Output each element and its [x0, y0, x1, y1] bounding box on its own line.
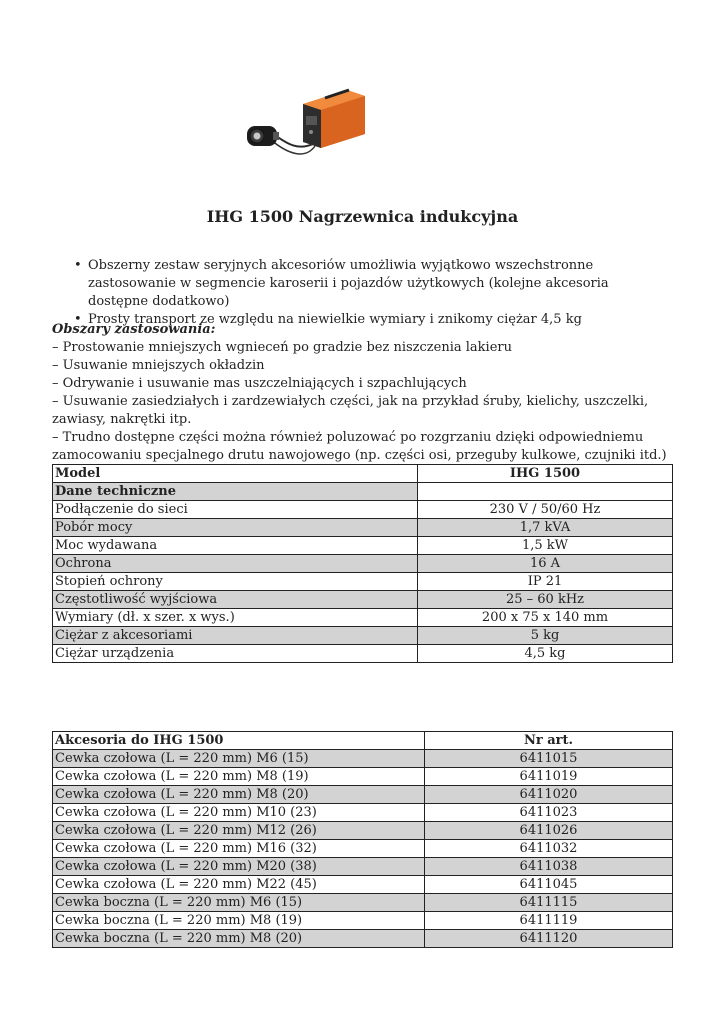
table-cell: 6411026: [425, 822, 673, 840]
table-cell: Cewka czołowa (L = 220 mm) M6 (15): [53, 750, 425, 768]
table-row: [53, 627, 673, 645]
table-cell: 25 – 60 kHz: [418, 591, 673, 609]
table-cell: 5 kg: [418, 627, 673, 645]
usage-section: [52, 321, 672, 465]
usage-heading: Obszary zastosowania:: [52, 322, 216, 337]
table-row: [53, 912, 673, 930]
table-cell: 230 V / 50/60 Hz: [418, 501, 673, 519]
table-row: [53, 609, 673, 627]
table-row: [53, 537, 673, 555]
table-section-cell: Dane techniczne: [53, 483, 418, 501]
table-cell: Podłączenie do sieci: [53, 501, 418, 519]
table-cell: Cewka boczna (L = 220 mm) M8 (19): [53, 912, 425, 930]
table-cell: Cewka czołowa (L = 220 mm) M8 (20): [53, 786, 425, 804]
table-section-row: [53, 483, 673, 501]
table-cell: Cewka boczna (L = 220 mm) M8 (20): [53, 930, 425, 948]
table-cell: 6411023: [425, 804, 673, 822]
usage-item: – Usuwanie mniejszych okładzin: [52, 358, 265, 373]
table-header-cell: Akcesoria do IHG 1500: [53, 732, 425, 750]
table-cell: 6411020: [425, 786, 673, 804]
table-cell: Ochrona: [53, 555, 418, 573]
table-cell: Cewka czołowa (L = 220 mm) M12 (26): [53, 822, 425, 840]
usage-item: – Odrywanie i usuwanie mas uszczelniających i szpachlujących: [52, 376, 467, 391]
table-cell: 4,5 kg: [418, 645, 673, 663]
table-cell: Ciężar urządzenia: [53, 645, 418, 663]
table-cell: Cewka czołowa (L = 220 mm) M16 (32): [53, 840, 425, 858]
usage-item: – Usuwanie zasiedziałych i zardzewiałych części, jak na przykład śruby, kielichy, uszczelki, zawiasy, nakrętki itp.: [52, 394, 649, 427]
page-title: IHG 1500 Nagrzewnica indukcyjna: [206, 207, 519, 226]
table-empty-cell: [418, 483, 673, 501]
table-header-row: [53, 732, 673, 750]
table-row: [53, 858, 673, 876]
table-cell: Ciężar z akcesoriami: [53, 627, 418, 645]
table-row: [53, 822, 673, 840]
table-row: [53, 786, 673, 804]
table-cell: Częstotliwość wyjściowa: [53, 591, 418, 609]
table-cell: Stopień ochrony: [53, 573, 418, 591]
table-header-cell: IHG 1500: [418, 465, 673, 483]
technical-data-table: [52, 464, 673, 663]
table-cell: Cewka boczna (L = 220 mm) M6 (15): [53, 894, 425, 912]
table-row: [53, 501, 673, 519]
usage-item: – Prostowanie mniejszych wgnieceń po gradzie bez niszczenia lakieru: [52, 340, 512, 355]
feature-item: • Obszerny zestaw seryjnych akcesoriów umożliwia wyjątkowo wszechstronne zastosowanie w segmencie karoserii i pojazdów użytkowych (kolejne akcesoria dostępne dodatkowo): [70, 257, 670, 311]
table-row: [53, 591, 673, 609]
table-cell: 6411115: [425, 894, 673, 912]
table-row: [53, 750, 673, 768]
table-cell: Cewka czołowa (L = 220 mm) M8 (19): [53, 768, 425, 786]
table-cell: 200 x 75 x 140 mm: [418, 609, 673, 627]
table-cell: 6411015: [425, 750, 673, 768]
table-cell: Wymiary (dł. x szer. x wys.): [53, 609, 418, 627]
table-cell: 1,7 kVA: [418, 519, 673, 537]
table-cell: IP 21: [418, 573, 673, 591]
product-image: [243, 82, 368, 160]
table-row: [53, 555, 673, 573]
table-row: [53, 645, 673, 663]
table-row: [53, 519, 673, 537]
table-row: [53, 894, 673, 912]
table-header-row: [53, 465, 673, 483]
table-header-cell: Nr art.: [425, 732, 673, 750]
table-row: [53, 804, 673, 822]
table-cell: 16 A: [418, 555, 673, 573]
table-row: [53, 768, 673, 786]
table-row: [53, 930, 673, 948]
accessories-table: [52, 731, 673, 948]
usage-item: – Trudno dostępne części można również poluzować po rozgrzaniu dzięki odpowiedniemu zamocowaniu specjalnego drutu nawojowego (np. części osi, przeguby kulkowe, czujniki itd.): [52, 430, 667, 463]
feature-item: • Prosty transport ze względu na niewielkie wymiary i znikomy ciężar 4,5 kg: [70, 311, 670, 329]
table-cell: 6411032: [425, 840, 673, 858]
table-row: [53, 876, 673, 894]
table-cell: 6411120: [425, 930, 673, 948]
table-row: [53, 573, 673, 591]
table-cell: 6411119: [425, 912, 673, 930]
table-cell: 6411038: [425, 858, 673, 876]
table-cell: Cewka czołowa (L = 220 mm) M20 (38): [53, 858, 425, 876]
table-cell: Moc wydawana: [53, 537, 418, 555]
table-cell: 1,5 kW: [418, 537, 673, 555]
table-cell: Pobór mocy: [53, 519, 418, 537]
table-cell: 6411045: [425, 876, 673, 894]
table-row: [53, 840, 673, 858]
table-cell: 6411019: [425, 768, 673, 786]
table-cell: Cewka czołowa (L = 220 mm) M22 (45): [53, 876, 425, 894]
feature-list: [70, 257, 670, 329]
table-header-cell: Model: [53, 465, 418, 483]
table-cell: Cewka czołowa (L = 220 mm) M10 (23): [53, 804, 425, 822]
